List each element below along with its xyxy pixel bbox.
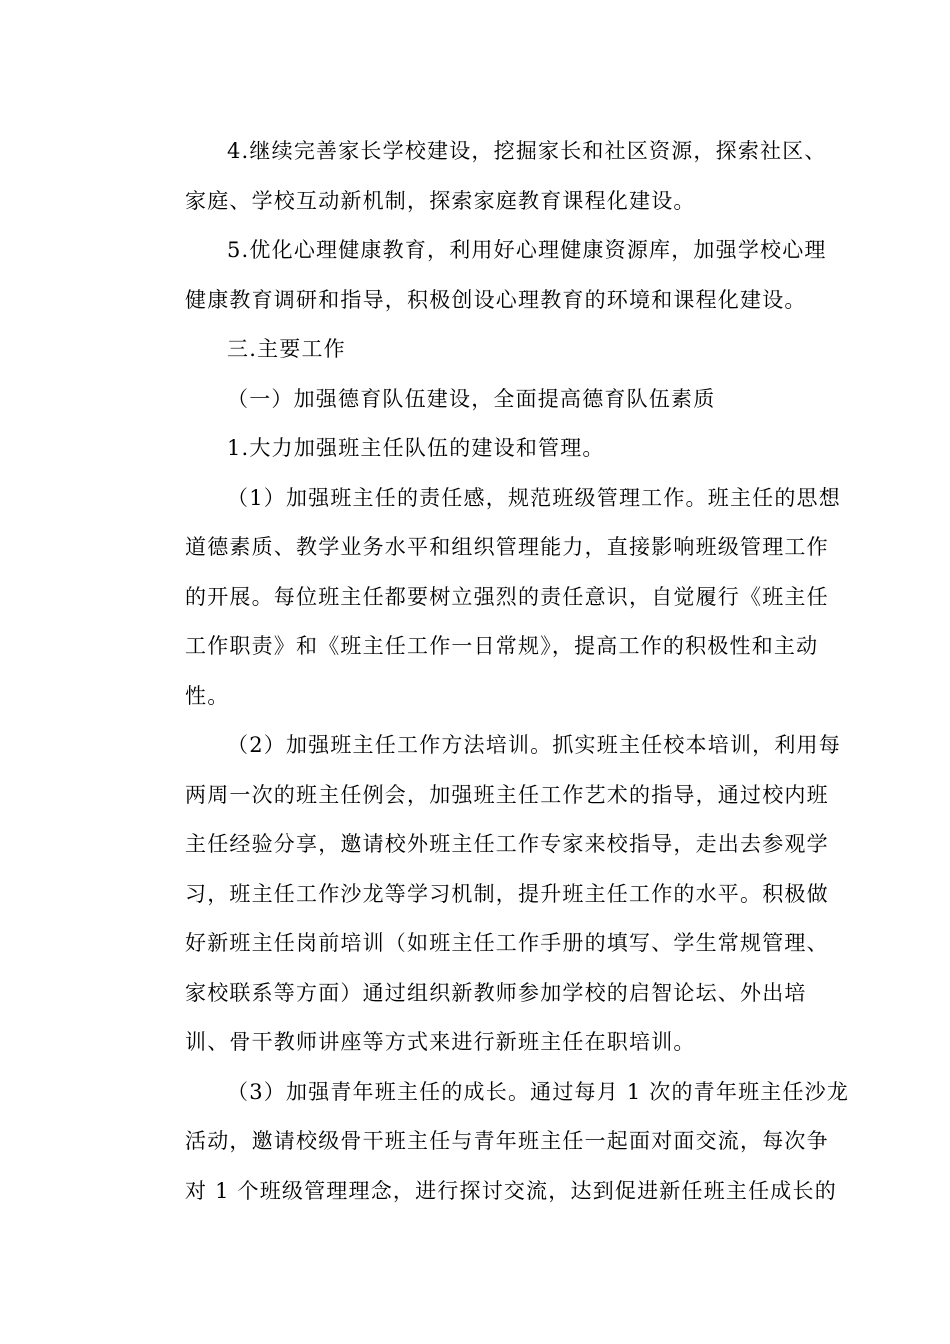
heading-line: 1.大力加强班主任队伍的建设和管理。 xyxy=(227,436,605,460)
paragraph-item-1-1 xyxy=(143,474,841,722)
text-line: 训、骨干教师讲座等方式来进行新班主任在职培训。 xyxy=(185,1030,696,1054)
text-line: 对 1 个班级管理理念，进行探讨交流，达到促进新任班主任成长的 xyxy=(185,1178,837,1203)
text-line: 4.继续完善家长学校建设，挖掘家长和社区资源，探索社区、 xyxy=(227,139,827,163)
paragraph-item-1-2 xyxy=(143,721,841,1068)
text-line: 家庭、学校互动新机制，探索家庭教育课程化建设。 xyxy=(185,188,696,213)
text-line: 性。 xyxy=(185,683,230,708)
item-heading-class-teacher xyxy=(143,424,813,474)
text-line: 道德素质、教学业务水平和组织管理能力，直接影响班级管理工作 xyxy=(185,535,829,559)
text-line: （1）加强班主任的责任感，规范班级管理工作。班主任的思想 xyxy=(227,485,841,510)
text-line: 家校联系等方面）通过组织新教师参加学校的启智论坛、外出培 xyxy=(185,980,807,1005)
text-line: （2）加强班主任工作方法培训。抓实班主任校本培训，利用每 xyxy=(227,733,841,757)
text-line: 5.优化心理健康教育，利用好心理健康资源库，加强学校心理 xyxy=(227,238,827,262)
paragraph-5 xyxy=(143,226,827,325)
text-line: 活动，邀请校级骨干班主任与青年班主任一起面对面交流，每次争 xyxy=(185,1129,829,1153)
heading-line: 三.主要工作 xyxy=(227,337,346,361)
paragraph-4 xyxy=(143,127,827,226)
section-heading-main-work xyxy=(143,325,813,375)
paragraph-item-1-3 xyxy=(143,1068,850,1217)
document-body xyxy=(143,127,850,1216)
text-line: 好新班主任岗前培训（如班主任工作手册的填写、学生常规管理、 xyxy=(185,931,829,955)
text-line: （3）加强青年班主任的成长。通过每月 1 次的青年班主任沙龙 xyxy=(227,1079,850,1104)
text-line: 习，班主任工作沙龙等学习机制，提升班主任工作的水平。积极做 xyxy=(185,881,829,906)
subsection-heading-team-building xyxy=(143,375,813,425)
text-line: 主任经验分享，邀请校外班主任工作专家来校指导，走出去参观学 xyxy=(185,832,829,856)
heading-line: （一）加强德育队伍建设，全面提高德育队伍素质 xyxy=(227,386,716,411)
text-line: 两周一次的班主任例会，加强班主任工作艺术的指导，通过校内班 xyxy=(185,782,829,807)
text-line: 健康教育调研和指导，积极创设心理教育的环境和课程化建设。 xyxy=(185,287,807,312)
text-line: 工作职责》和《班主任工作一日常规》，提高工作的积极性和主动 xyxy=(185,634,819,658)
text-line: 的开展。每位班主任都要树立强烈的责任意识，自觉履行《班主任 xyxy=(185,584,829,609)
